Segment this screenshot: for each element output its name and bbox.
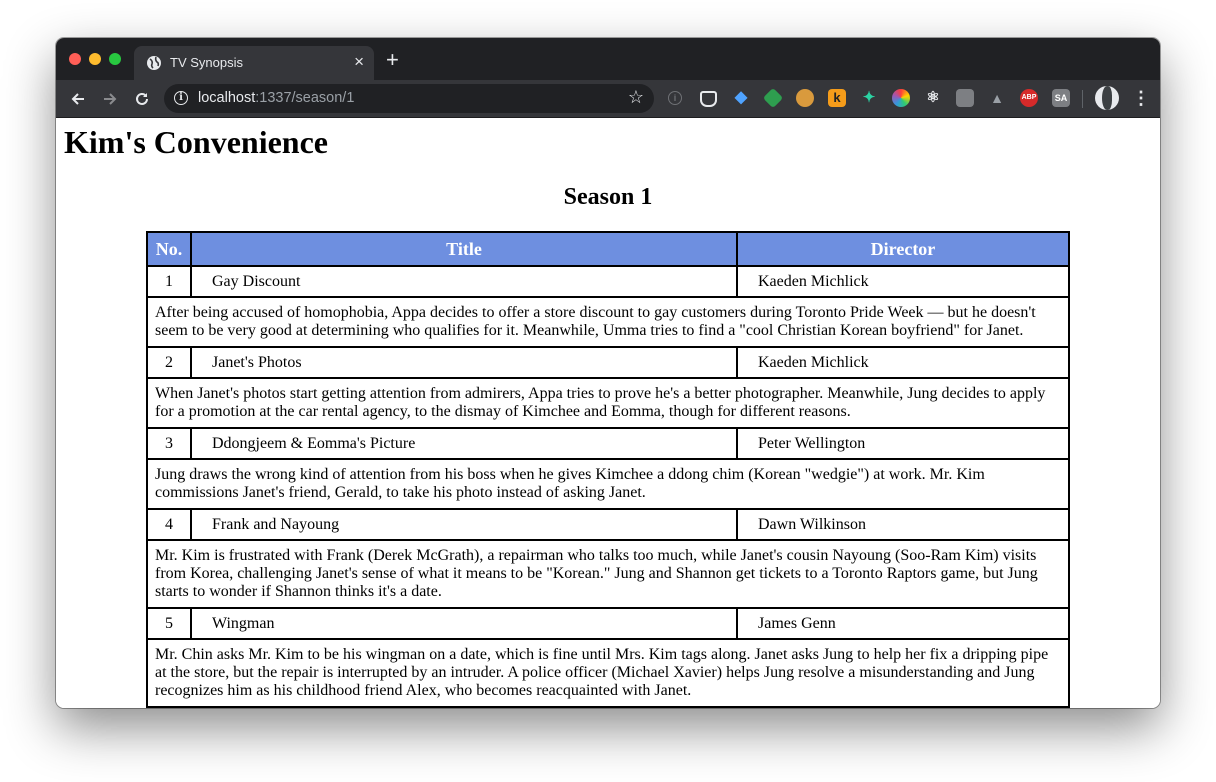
url-text[interactable]: localhost:1337/season/1 — [198, 90, 355, 106]
k-extension-icon[interactable]: k — [828, 89, 846, 107]
cookie-icon[interactable] — [796, 89, 814, 107]
reload-icon[interactable] — [130, 87, 154, 111]
episode-director: Dawn Wilkinson — [737, 509, 1069, 540]
bookmark-star-icon[interactable]: ☆ — [627, 87, 644, 107]
tab-close-icon[interactable]: × — [354, 52, 364, 71]
episode-synopsis: When Janet's photos start getting attention from admirers, Appa tries to prove he's a better photographer. Meanwhile, Jung decides to apply for a promotion at the car rental agency, to the dismay of Kimchee and Eomma, though for different reasons. — [147, 378, 1069, 428]
toolbar-divider — [1082, 90, 1083, 108]
episode-title: Ddongjeem & Eomma's Picture — [191, 428, 737, 459]
minimize-window-button[interactable] — [89, 53, 101, 65]
drive-icon[interactable]: ▲ — [990, 90, 1004, 106]
table-row — [147, 428, 1069, 459]
episode-title: Frank and Nayoung — [191, 509, 737, 540]
episode-synopsis: Mr. Chin asks Mr. Kim to be his wingman on a date, which is fine until Mrs. Kim tags along. Janet asks Jung to help her fix a dripping pipe at the store, but the repair is interrupted by an intruder. A police officer (Michael Xavier) helps Jung resolve a misunderstanding and Jung recognizes him as his childhood friend Alex, who becomes reacquainted with Janet. — [147, 639, 1069, 707]
profile-avatar[interactable] — [1095, 86, 1119, 110]
table-row — [147, 509, 1069, 540]
episode-synopsis: Jung draws the wrong kind of attention from his boss when he gives Kimchee a ddong chim (Korean "wedgie") at work. Mr. Kim commissions Janet's friend, Gerald, to take his photo instead of asking Janet. — [147, 459, 1069, 509]
episode-number: 3 — [147, 428, 191, 459]
pocket-icon[interactable] — [700, 91, 717, 107]
page-title: Kim's Convenience — [64, 124, 328, 160]
extension-info-icon[interactable]: i — [668, 91, 682, 105]
episode-director: Kaeden Michlick — [737, 266, 1069, 297]
synopsis-row — [147, 459, 1069, 509]
table-header-row — [147, 232, 1069, 266]
globe-icon — [146, 55, 162, 71]
address-bar[interactable] — [164, 84, 654, 113]
episode-number: 5 — [147, 608, 191, 639]
tab-bar — [56, 38, 1160, 80]
close-window-button[interactable] — [69, 53, 81, 65]
episode-number: 1 — [147, 266, 191, 297]
table-row — [147, 347, 1069, 378]
table-row — [147, 608, 1069, 639]
adblock-icon[interactable]: ABP — [1020, 89, 1038, 107]
browser-window — [56, 38, 1160, 708]
episode-director: Peter Wellington — [737, 428, 1069, 459]
season-heading: Season 1 — [563, 184, 653, 210]
episode-number: 2 — [147, 347, 191, 378]
new-tab-button[interactable]: + — [386, 47, 399, 72]
episode-title: Janet's Photos — [191, 347, 737, 378]
site-info-icon[interactable]: i — [174, 91, 188, 105]
browser-toolbar — [56, 80, 1160, 118]
column-header-director: Director — [737, 232, 1069, 266]
episode-director: James Genn — [737, 608, 1069, 639]
menu-kebab-icon[interactable]: ⋮ — [1132, 88, 1150, 108]
lightbulb-icon[interactable] — [956, 89, 974, 107]
tab-active[interactable] — [134, 46, 374, 80]
episode-director: Kaeden Michlick — [737, 347, 1069, 378]
episode-table — [146, 231, 1070, 708]
episode-synopsis: Mr. Kim is frustrated with Frank (Derek McGrath), a repairman who talks too much, while Janet's cousin Nayoung (Soo-Ram Kim) visits from Korea, challenging Janet's sense of what it means to be "Korean." Jung and Shannon get tickets to a Toronto Raptors game, but Jung starts to wonder if Shannon thinks it's a date. — [147, 540, 1069, 608]
synopsis-row — [147, 639, 1069, 707]
synopsis-row — [147, 540, 1069, 608]
sa-extension-icon[interactable]: SA — [1052, 89, 1070, 107]
synopsis-row — [147, 297, 1069, 347]
episode-title: Wingman — [191, 608, 737, 639]
react-devtools-icon[interactable]: ⚛ — [926, 89, 940, 106]
page-content — [56, 118, 1160, 708]
episode-title: Gay Discount — [191, 266, 737, 297]
column-header-no: No. — [147, 232, 191, 266]
tab-title: TV Synopsis — [170, 55, 243, 70]
episode-synopsis: After being accused of homophobia, Appa decides to offer a store discount to gay customers during Toronto Pride Week — but he doesn't seem to be very good at determining who qualifies for it. Meanwhile, Umma tries to find a "cool Christian Korean boyfriend" for Janet. — [147, 297, 1069, 347]
synopsis-row — [147, 378, 1069, 428]
table-row — [147, 266, 1069, 297]
color-wheel-icon[interactable] — [892, 89, 910, 107]
maximize-window-button[interactable] — [109, 53, 121, 65]
column-header-title: Title — [191, 232, 737, 266]
back-arrow-icon[interactable] — [66, 87, 90, 111]
episode-number: 4 — [147, 509, 191, 540]
forward-arrow-icon[interactable] — [98, 87, 122, 111]
gem-icon[interactable]: ◆ — [734, 89, 748, 106]
bird-icon[interactable]: ✦ — [862, 89, 876, 106]
diamond-icon[interactable] — [763, 88, 783, 108]
